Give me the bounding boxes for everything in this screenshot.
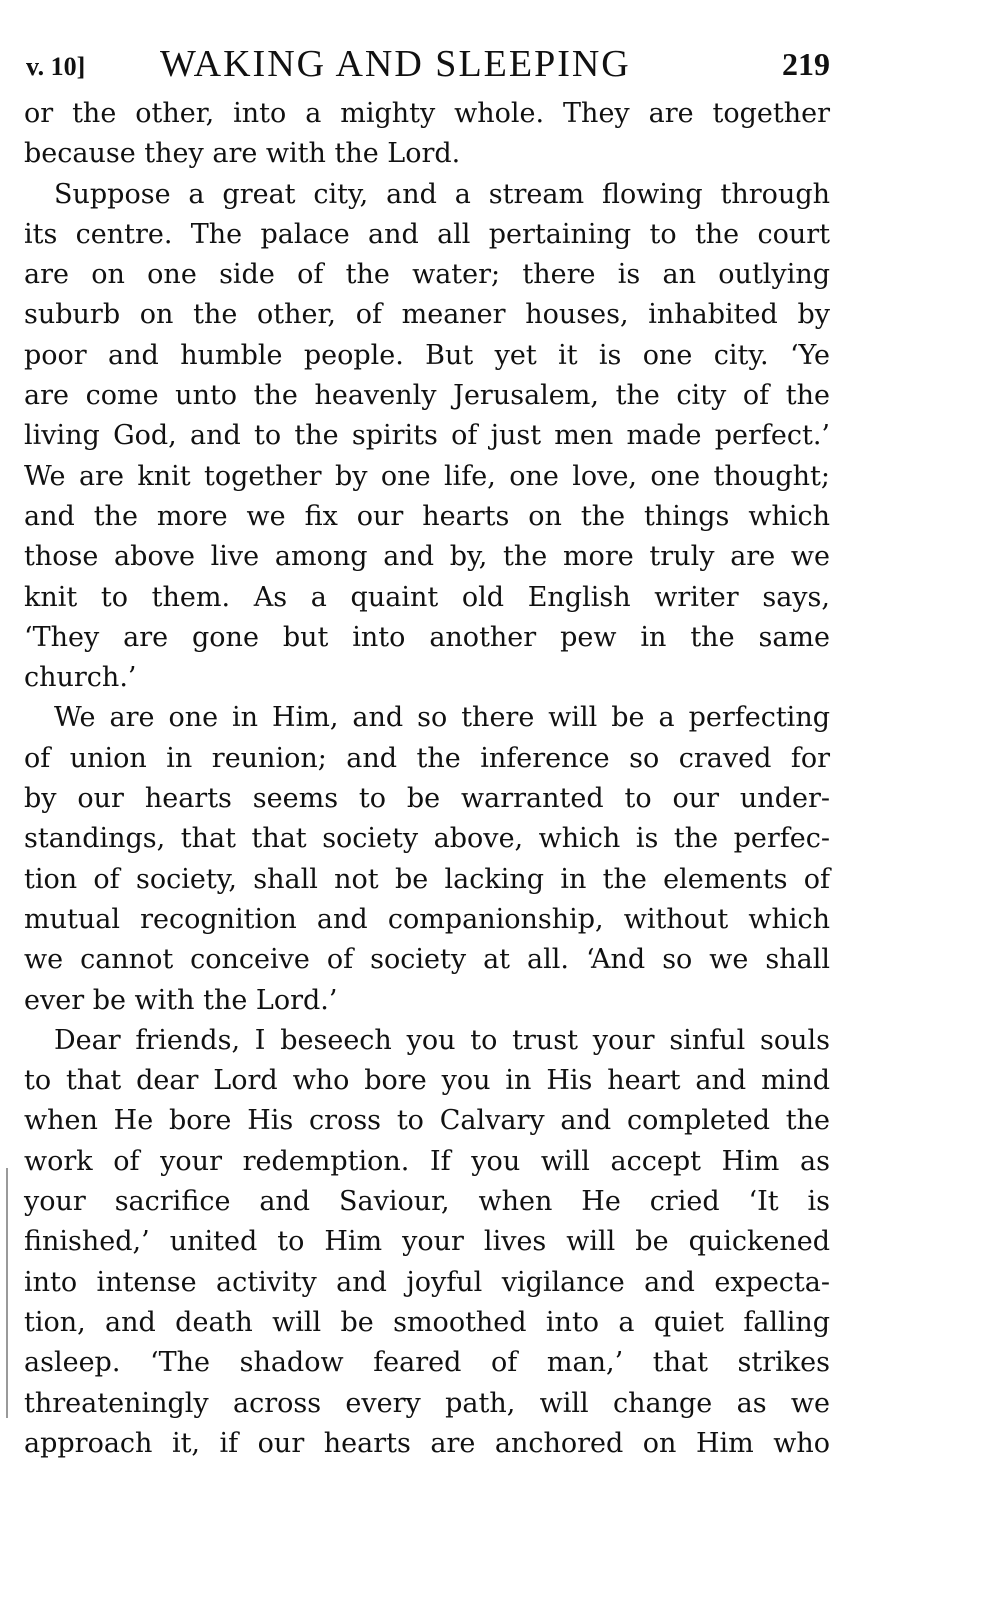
text-line: those above live among and by, the more truly are we: [24, 541, 830, 573]
text-line: into intense activity and joyful vigilance and expecta-: [24, 1266, 830, 1298]
text-line: asleep. ‘The shadow feared of man,’ that strikes: [24, 1347, 830, 1379]
paragraph: [24, 698, 830, 1020]
text-line: are on one side of the water; there is an outlying: [24, 259, 830, 291]
text-line: because they are with the Lord.: [24, 138, 461, 170]
book-page: [24, 38, 830, 1464]
text-line: or the other, into a mighty whole. They are together: [24, 98, 830, 129]
text-line: knit to them. As a quaint old English writer says,: [24, 581, 830, 613]
text-line: suburb on the other, of meaner houses, inhabited by: [24, 299, 830, 331]
text-line: living God, and to the spirits of just men made perfect.’: [24, 420, 830, 452]
text-line: we cannot conceive of society at all. ‘And so we shall: [24, 944, 830, 976]
verse-reference: v. 10]: [26, 52, 86, 81]
paragraph: [24, 175, 830, 699]
text-line: and the more we fix our hearts on the things which: [24, 500, 830, 532]
text-line: poor and humble people. But yet it is one city. ‘Ye: [24, 339, 830, 371]
paragraph: [24, 1021, 830, 1464]
text-line: We are knit together by one life, one love, one thought;: [24, 460, 830, 492]
text-line: standings, that that society above, which is the perfec-: [24, 823, 830, 855]
paragraph-continued: [24, 94, 830, 175]
text-line: when He bore His cross to Calvary and completed the: [24, 1105, 830, 1137]
running-head: [24, 38, 830, 94]
text-line: ‘They are gone but into another pew in the same: [24, 621, 830, 653]
text-line: We are one in Him, and so there will be a perfecting: [54, 702, 830, 734]
text-line: approach it, if our hearts are anchored on Him who: [24, 1427, 830, 1459]
text-line: tion, and death will be smoothed into a quiet falling: [24, 1306, 830, 1338]
text-line: threateningly across every path, will change as we: [24, 1387, 830, 1419]
text-line: your sacrifice and Saviour, when He cried ‘It is: [24, 1186, 830, 1218]
text-line: church.’: [24, 662, 137, 694]
text-line: work of your redemption. If you will accept Him as: [24, 1145, 830, 1177]
text-line: mutual recognition and companionship, without which: [24, 903, 830, 935]
margin-mark: [6, 1168, 8, 1418]
text-line: ever be with the Lord.’: [24, 984, 338, 1016]
text-line: Suppose a great city, and a stream flowing through: [54, 178, 830, 210]
page-number: 219: [782, 46, 830, 82]
text-line: finished,’ united to Him your lives will be quickened: [24, 1226, 830, 1258]
text-line: are come unto the heavenly Jerusalem, the city of the: [24, 380, 830, 412]
text-line: its centre. The palace and all pertaining to the court: [24, 218, 830, 250]
text-line: Dear friends, I beseech you to trust your sinful souls: [54, 1024, 830, 1056]
text-line: to that dear Lord who bore you in His heart and mind: [24, 1065, 830, 1097]
text-line: by our hearts seems to be warranted to our under-: [24, 783, 830, 815]
chapter-title: WAKING AND SLEEPING: [160, 43, 631, 85]
text-line: tion of society, shall not be lacking in the elements of: [24, 863, 830, 895]
text-line: of union in reunion; and the inference so craved for: [24, 742, 830, 774]
